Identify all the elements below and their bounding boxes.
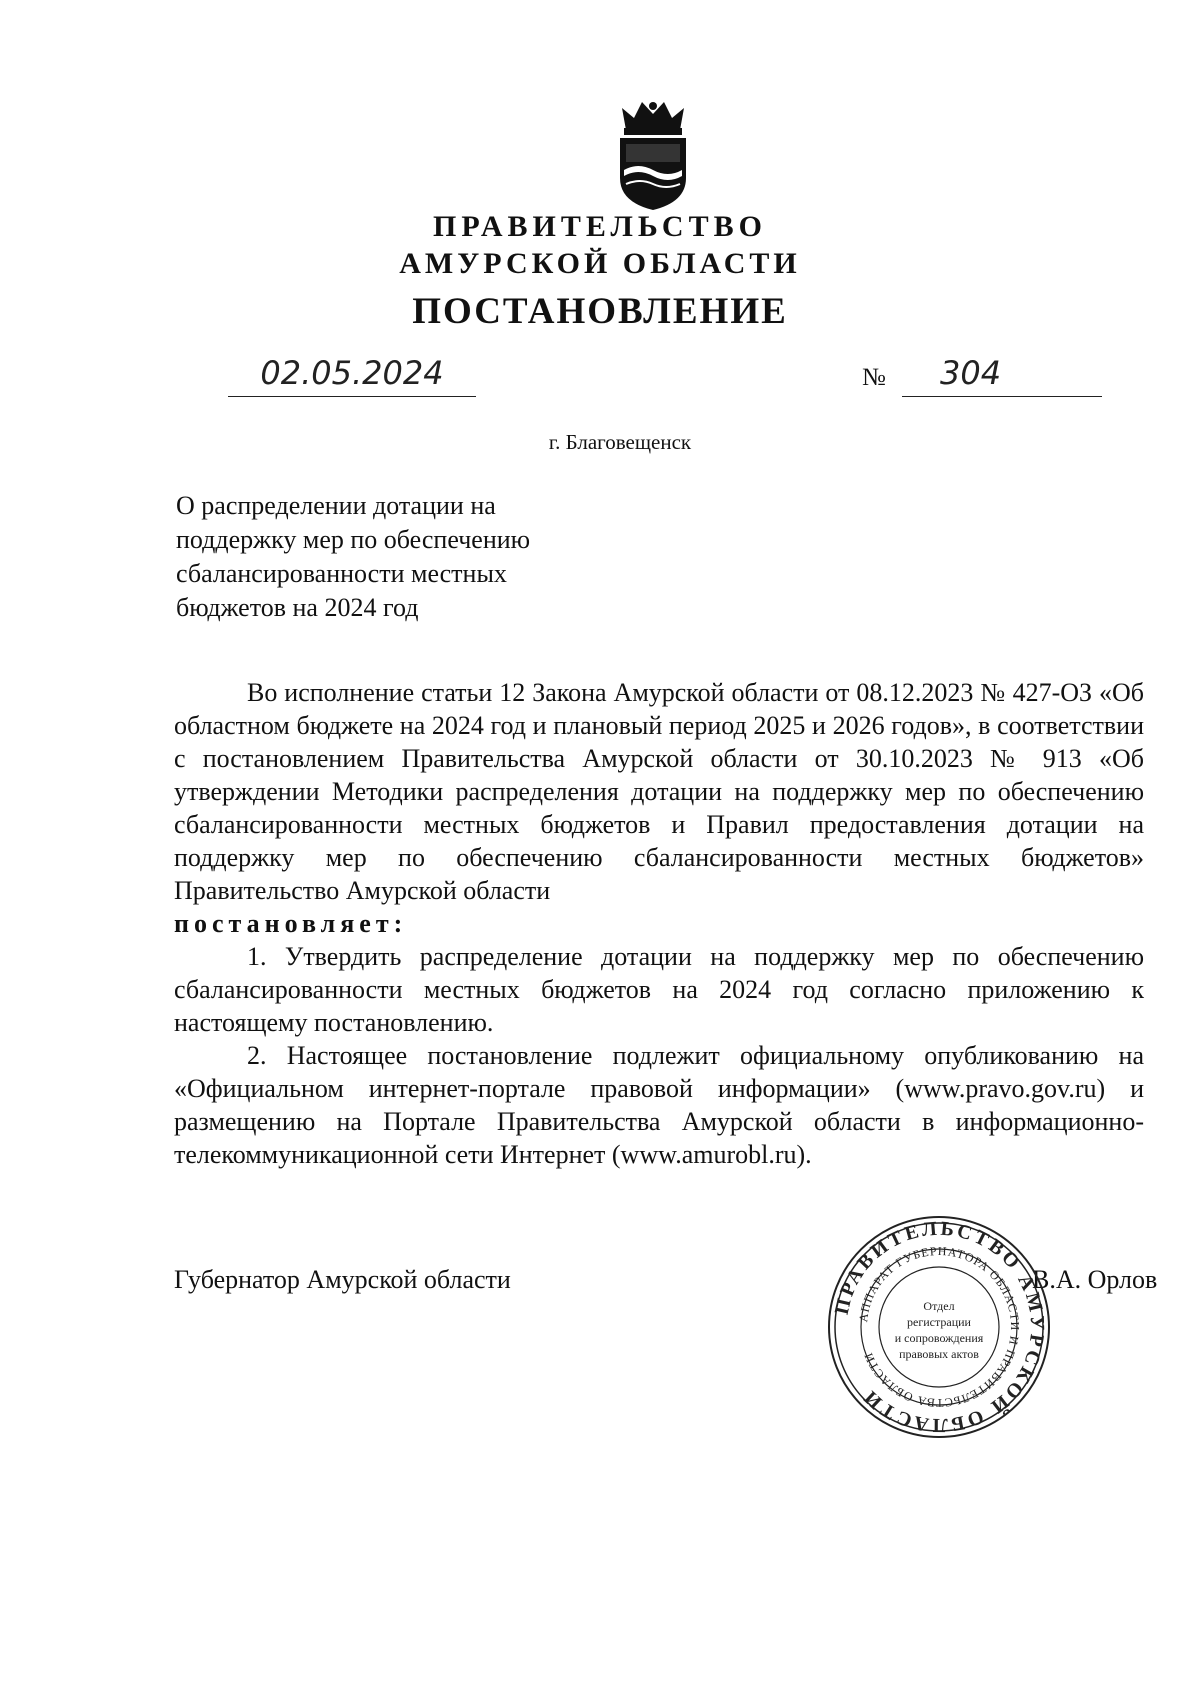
- seal-center-line: Отдел: [923, 1299, 955, 1313]
- date-field: [228, 354, 476, 397]
- seal-inner-text: АППАРАТ ГУБЕРНАТОРА ОБЛАСТИ И ПРАВИТЕЛЬСТВА ОБЛАСТИ: [856, 1243, 1023, 1411]
- number-label: №: [862, 364, 886, 391]
- title-line: бюджетов на 2024 год: [176, 593, 419, 622]
- seal-center-line: регистрации: [907, 1315, 971, 1329]
- official-seal-icon: [826, 1214, 1052, 1440]
- government-name-line-1: ПРАВИТЕЛЬСТВО: [433, 210, 767, 243]
- seal-center-line: правовых актов: [899, 1347, 979, 1361]
- title-line: сбалансированности местных: [176, 559, 507, 588]
- point-2: 2. Настоящее постановление подлежит официальному опубликованию на «Официальном интернет-портале правовой информации» (www.pravo.gov.ru) и размещению на Портале Правительства Амурской области в информационно-телекоммуникационной сети Интернет (www.amurobl.ru).: [174, 1041, 1144, 1169]
- seal-center-line: и сопровождения: [894, 1331, 984, 1345]
- handwritten-date: 02.05.2024: [260, 354, 444, 392]
- city-line: г. Благовещенск: [548, 430, 692, 454]
- coat-of-arms-icon: [612, 100, 694, 212]
- title-line: О распределении дотации на: [176, 491, 496, 520]
- point-1: 1. Утвердить распределение дотации на поддержку мер по обеспечению сбалансированности местных бюджетов на 2024 год согласно приложению к настоящему постановлению.: [174, 942, 1144, 1037]
- title-line: поддержку мер по обеспечению: [176, 525, 531, 554]
- document-type-heading: ПОСТАНОВЛЕНИЕ: [412, 291, 788, 332]
- seal-outer-text: ПРАВИТЕЛЬСТВО АМУРСКОЙ ОБЛАСТИ: [830, 1217, 1049, 1437]
- handwritten-number: 304: [940, 354, 1002, 392]
- signatory-position: Губернатор Амурской области: [174, 1265, 511, 1294]
- signatory-name: В.А. Орлов: [1032, 1265, 1158, 1294]
- government-name-line-2: АМУРСКОЙ ОБЛАСТИ: [399, 247, 801, 280]
- document-body: [174, 676, 1144, 1171]
- resolves-word: постановляет:: [174, 909, 408, 938]
- number-field: [902, 354, 1102, 397]
- preamble-text: Во исполнение статьи 12 Закона Амурской области от 08.12.2023 № 427-ОЗ «Об областном бюджете на 2024 год и плановый период 2025 и 2026 годов», в соответствии с постановлением Правительства Амурской области от 30.10.2023 № 913 «Об утверждении Методики распределения дотации на поддержку мер по обеспечению сбалансированности местных бюджетов и Правил предоставления дотации на поддержку мер по обеспечению сбалансированности местных бюджетов» Правительство Амурской области: [174, 678, 1144, 905]
- preamble-paragraph: [174, 676, 1144, 907]
- document-title: [176, 489, 530, 625]
